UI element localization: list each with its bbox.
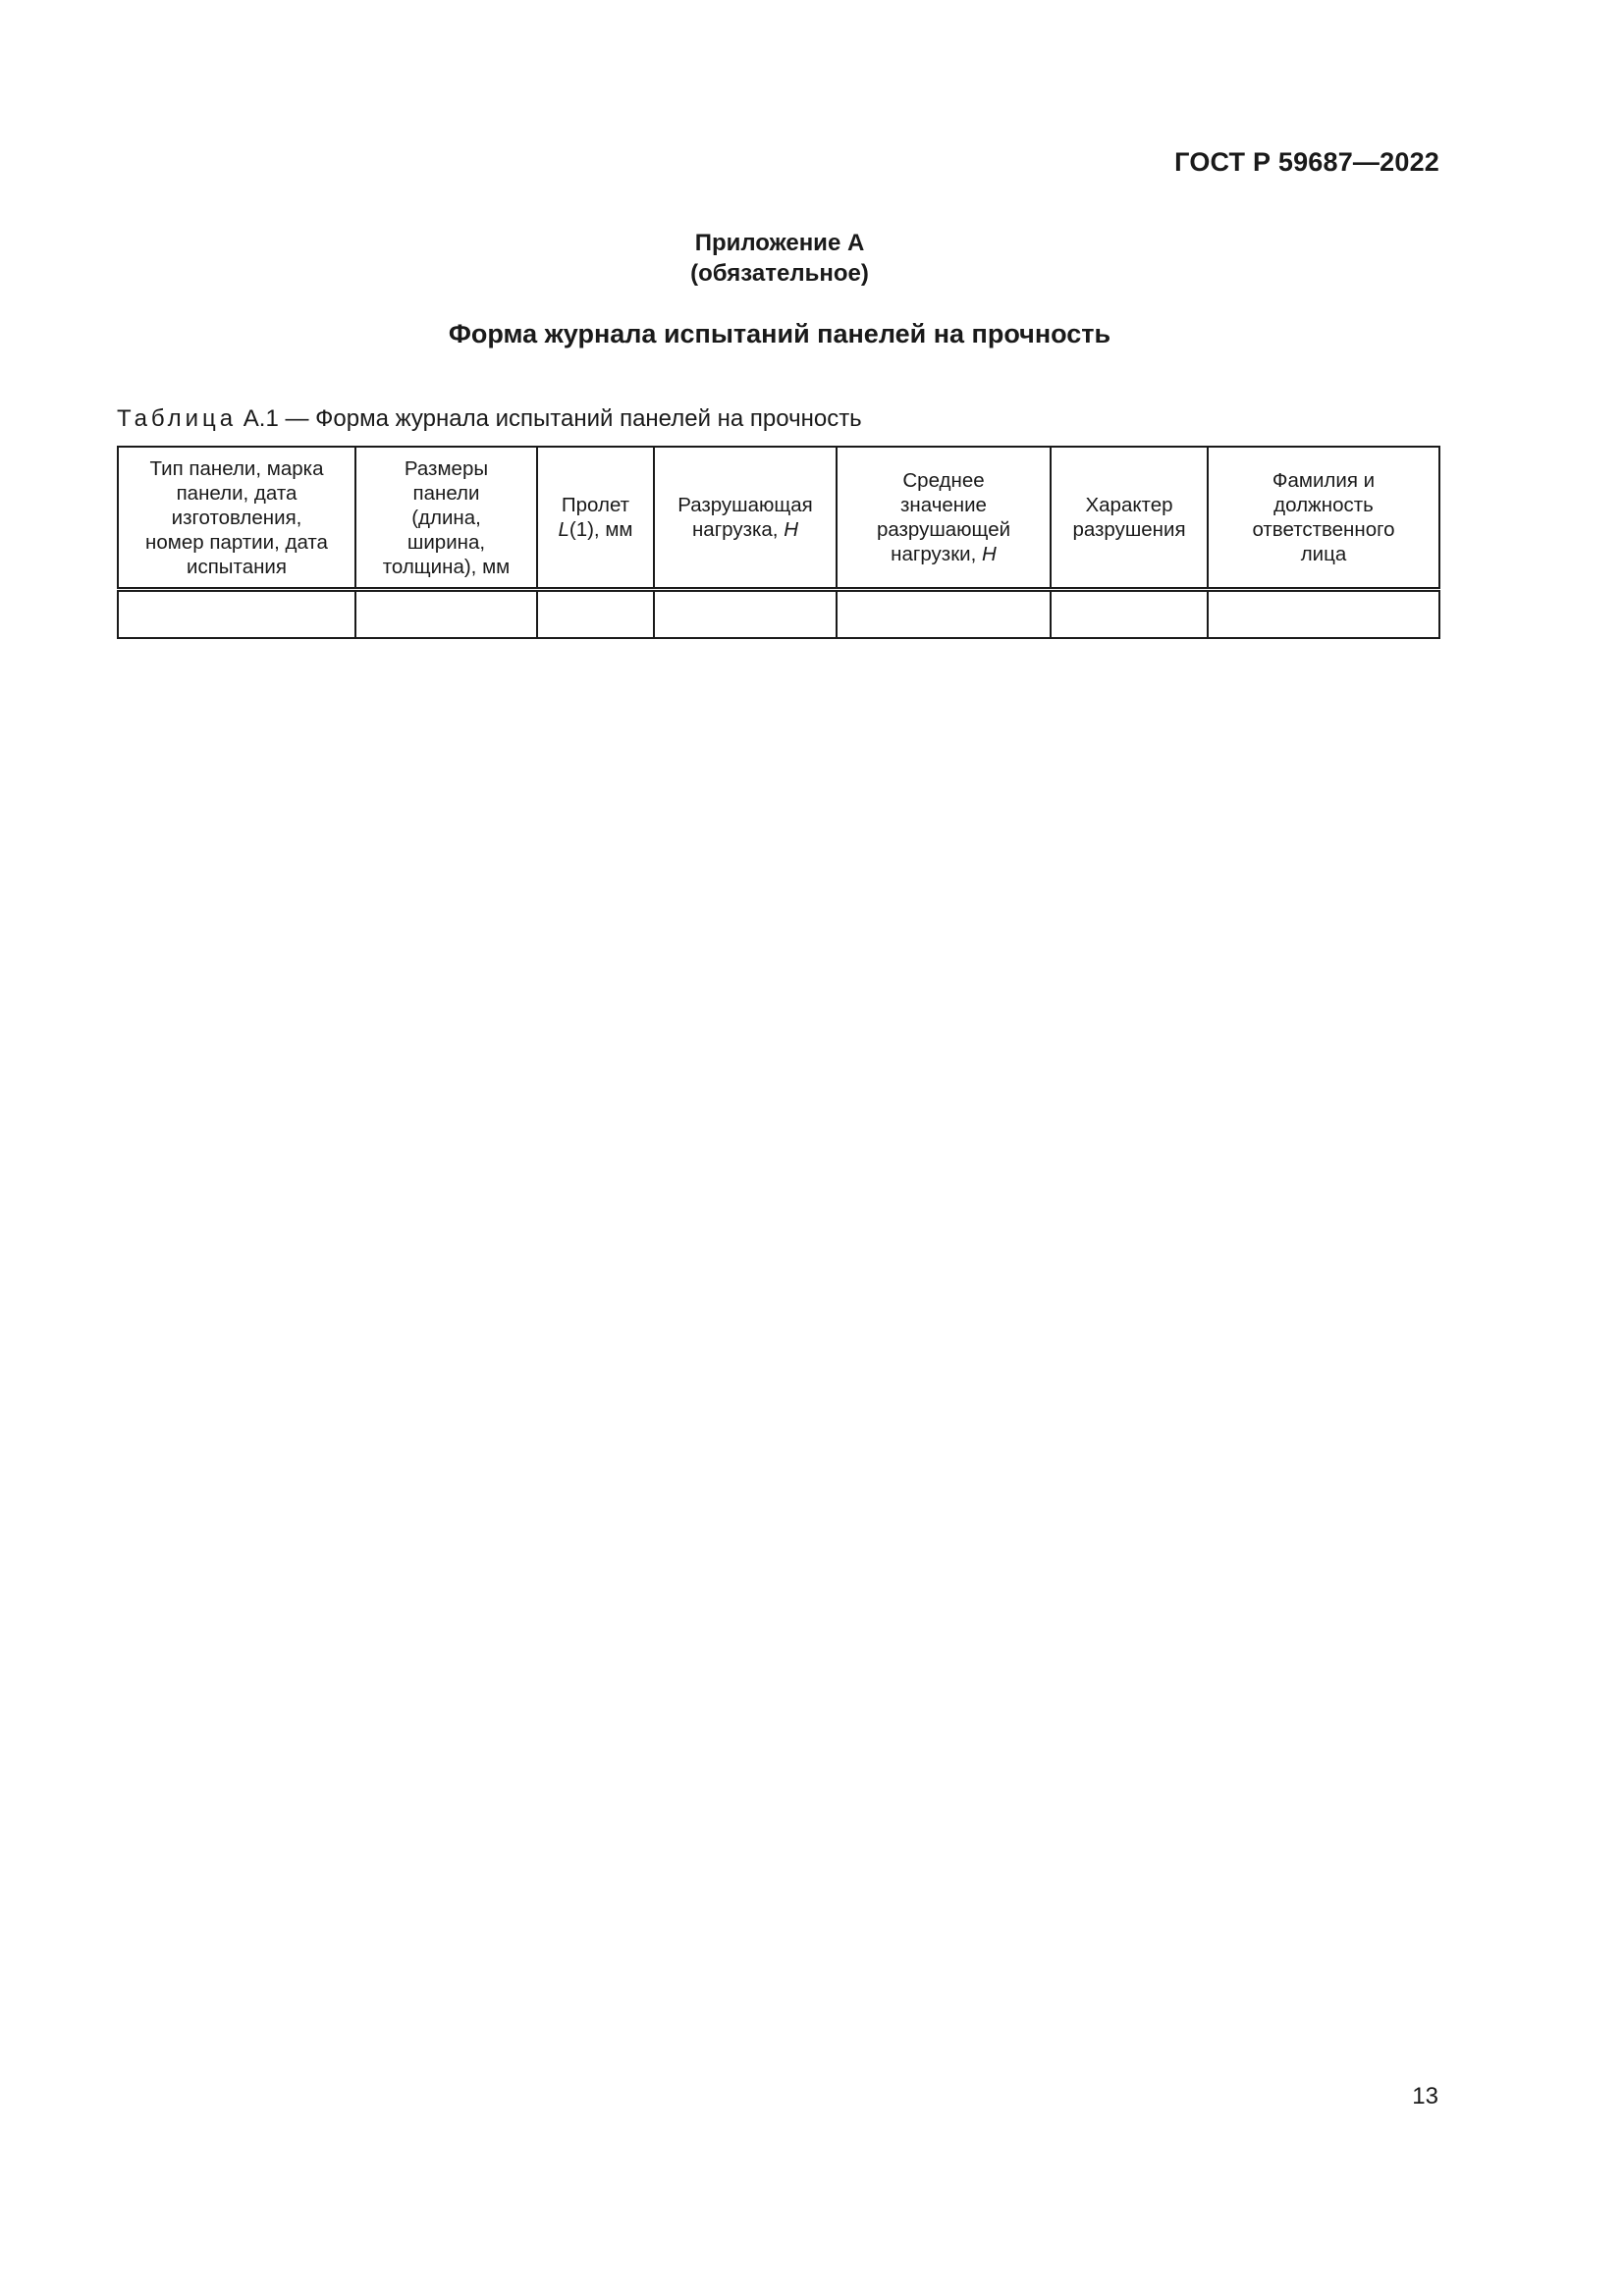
document-code: ГОСТ Р 59687—2022: [1174, 147, 1439, 177]
page-number: 13: [1412, 2083, 1438, 2109]
table-cell: [1208, 590, 1439, 639]
table-cell: [355, 590, 537, 639]
journal-table: [117, 446, 1440, 639]
table-header-row: [118, 447, 1439, 590]
table-row: [118, 590, 1439, 639]
table-caption-label: Таблица: [117, 405, 238, 432]
col-header-span: Пролет L(1), мм: [537, 447, 654, 590]
annex-status: (обязательное): [690, 260, 869, 287]
annex-title: Приложение А: [694, 230, 865, 256]
col-header-panel-dimensions: Размеры панели (длина, ширина, толщина), мм: [355, 447, 537, 590]
table-cell: [118, 590, 355, 639]
table-cell: [654, 590, 837, 639]
col-header-breaking-load: Разрушающая нагрузка, Н: [654, 447, 837, 590]
col-header-failure-mode: Характер разрушения: [1051, 447, 1208, 590]
table-cell: [537, 590, 654, 639]
table-cell: [837, 590, 1051, 639]
table-caption-text: А.1 — Форма журнала испытаний панелей на прочность: [243, 405, 862, 432]
table-caption: [117, 405, 862, 433]
annex-heading: [0, 228, 1559, 289]
col-header-average-breaking-load: Среднее значение разрушающей нагрузки, Н: [837, 447, 1051, 590]
col-header-panel-type: Тип панели, марка панели, дата изготовления, номер партии, дата испытания: [118, 447, 355, 590]
form-title: Форма журнала испытаний панелей на прочность: [448, 319, 1111, 348]
journal-table-wrapper: [117, 446, 1438, 639]
table-cell: [1051, 590, 1208, 639]
col-header-responsible-person: Фамилия и должность ответственного лица: [1208, 447, 1439, 590]
